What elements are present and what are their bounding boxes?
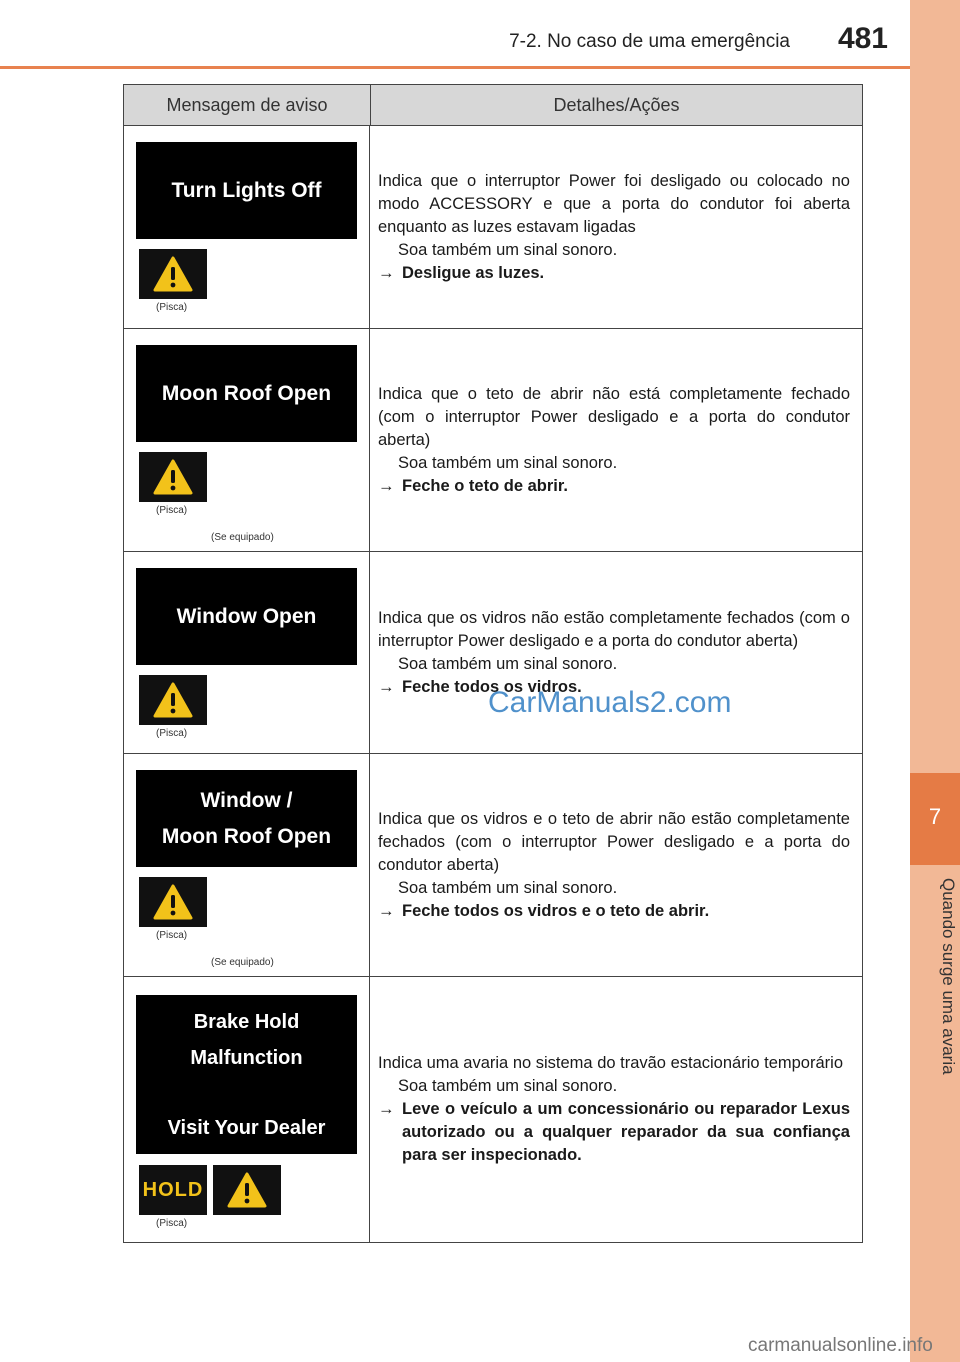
details-cell [370, 977, 862, 1242]
side-tab [910, 0, 960, 1362]
sound-note: Soa também um sinal sonoro. [398, 453, 618, 472]
watermark-bottom: carmanualsonline.info [748, 1335, 933, 1356]
table-row [124, 754, 862, 977]
screen-line: Window Open [176, 604, 317, 628]
sound-note: Soa também um sinal sonoro. [398, 1077, 618, 1095]
warning-message-cell [124, 977, 370, 1242]
action-text: Feche todos os vidros e o teto de abrir. [402, 901, 710, 920]
screen-line: Brake Hold [193, 1010, 300, 1033]
warning-triangle-icon [139, 877, 207, 927]
indicator-label: (Pisca) [156, 728, 188, 739]
warning-message-cell [124, 552, 370, 753]
chapter-title: Quando surge uma avaria [939, 878, 958, 1075]
warning-triangle-icon [139, 675, 207, 725]
arrow-icon: → [378, 263, 395, 282]
warning-table [123, 84, 863, 1243]
screen-line: Turn Lights Off [171, 178, 322, 202]
details-description: Indica que os vidros e o teto de abrir não estão completamente fechados (com o interruptor Power desligado e a porta do condutor aberta) [378, 809, 850, 874]
table-row [124, 329, 862, 552]
table-header [124, 85, 862, 126]
details-cell [370, 754, 862, 976]
watermark-top: CarManuals2.com [488, 686, 732, 719]
arrow-icon: → [378, 476, 395, 495]
details-description: Indica que os vidros não estão completamente fechados (com o interruptor Power desligado e a porta do condutor aberta) [378, 608, 850, 650]
warning-triangle-icon [139, 249, 207, 299]
screen-line: Window / [200, 788, 293, 812]
warning-triangle-icon [213, 1165, 281, 1215]
warning-message-cell [124, 126, 370, 328]
action-instruction [378, 1098, 850, 1167]
indicator-label: (Pisca) [156, 930, 188, 941]
display-screen [136, 345, 357, 442]
page-number: 481 [837, 22, 888, 55]
sound-note: Soa também um sinal sonoro. [398, 654, 618, 673]
details-cell [370, 552, 862, 753]
section-title: 7-2. No caso de uma emergência [509, 31, 790, 52]
details-description: Indica que o teto de abrir não está completamente fechado (com o interruptor Power desligado e a porta do condutor aberta) [378, 384, 850, 449]
table-row [124, 126, 862, 329]
table-row [124, 977, 862, 1242]
action-instruction [378, 262, 850, 285]
sound-note: Soa também um sinal sonoro. [398, 878, 618, 897]
column-header-message: Mensagem de aviso [124, 85, 371, 125]
equipped-note: (Se equipado) [211, 957, 274, 968]
details-description: Indica que o interruptor Power foi desligado ou colocado no modo ACCESSORY e que a porta do condutor foi aberta enquanto as luzes estavam ligadas [378, 171, 850, 236]
display-screen [136, 995, 357, 1154]
column-header-details: Detalhes/Ações [553, 94, 680, 115]
screen-line: Malfunction [190, 1046, 303, 1069]
header-rule [0, 66, 910, 69]
arrow-icon: → [378, 677, 395, 696]
action-text: Desligue as luzes. [402, 263, 545, 282]
screen-line: Moon Roof Open [161, 824, 332, 848]
indicator-label: (Pisca) [156, 505, 188, 516]
action-text: Leve o veículo a um concessionário ou reparador Lexus autorizado ou a qualquer reparador da sua confiança para ser inspecionado. [402, 1100, 850, 1164]
screen-line: Visit Your Dealer [167, 1116, 326, 1139]
action-text: Feche o teto de abrir. [402, 476, 568, 495]
indicator-label: (Pisca) [156, 302, 188, 313]
chapter-number: 7 [928, 804, 942, 829]
page-header [0, 0, 910, 70]
sound-note: Soa também um sinal sonoro. [398, 240, 618, 259]
display-screen [136, 142, 357, 239]
warning-message-cell [124, 329, 370, 551]
equipped-note: (Se equipado) [211, 532, 274, 543]
table-row [124, 552, 862, 754]
arrow-icon: → [378, 1100, 395, 1118]
display-screen [136, 770, 357, 867]
brake-hold-indicator: HOLD [139, 1165, 207, 1215]
action-instruction [378, 475, 850, 498]
warning-message-cell [124, 754, 370, 976]
arrow-icon: → [378, 901, 395, 920]
action-instruction [378, 900, 850, 923]
screen-line: Moon Roof Open [161, 381, 332, 405]
warning-triangle-icon [139, 452, 207, 502]
details-cell [370, 126, 862, 328]
details-description: Indica uma avaria no sistema do travão estacionário temporário [378, 1054, 843, 1072]
indicator-label: (Pisca) [156, 1218, 188, 1229]
action-text: Feche todos os vidros. [402, 677, 582, 696]
display-screen [136, 568, 357, 665]
details-cell [370, 329, 862, 551]
